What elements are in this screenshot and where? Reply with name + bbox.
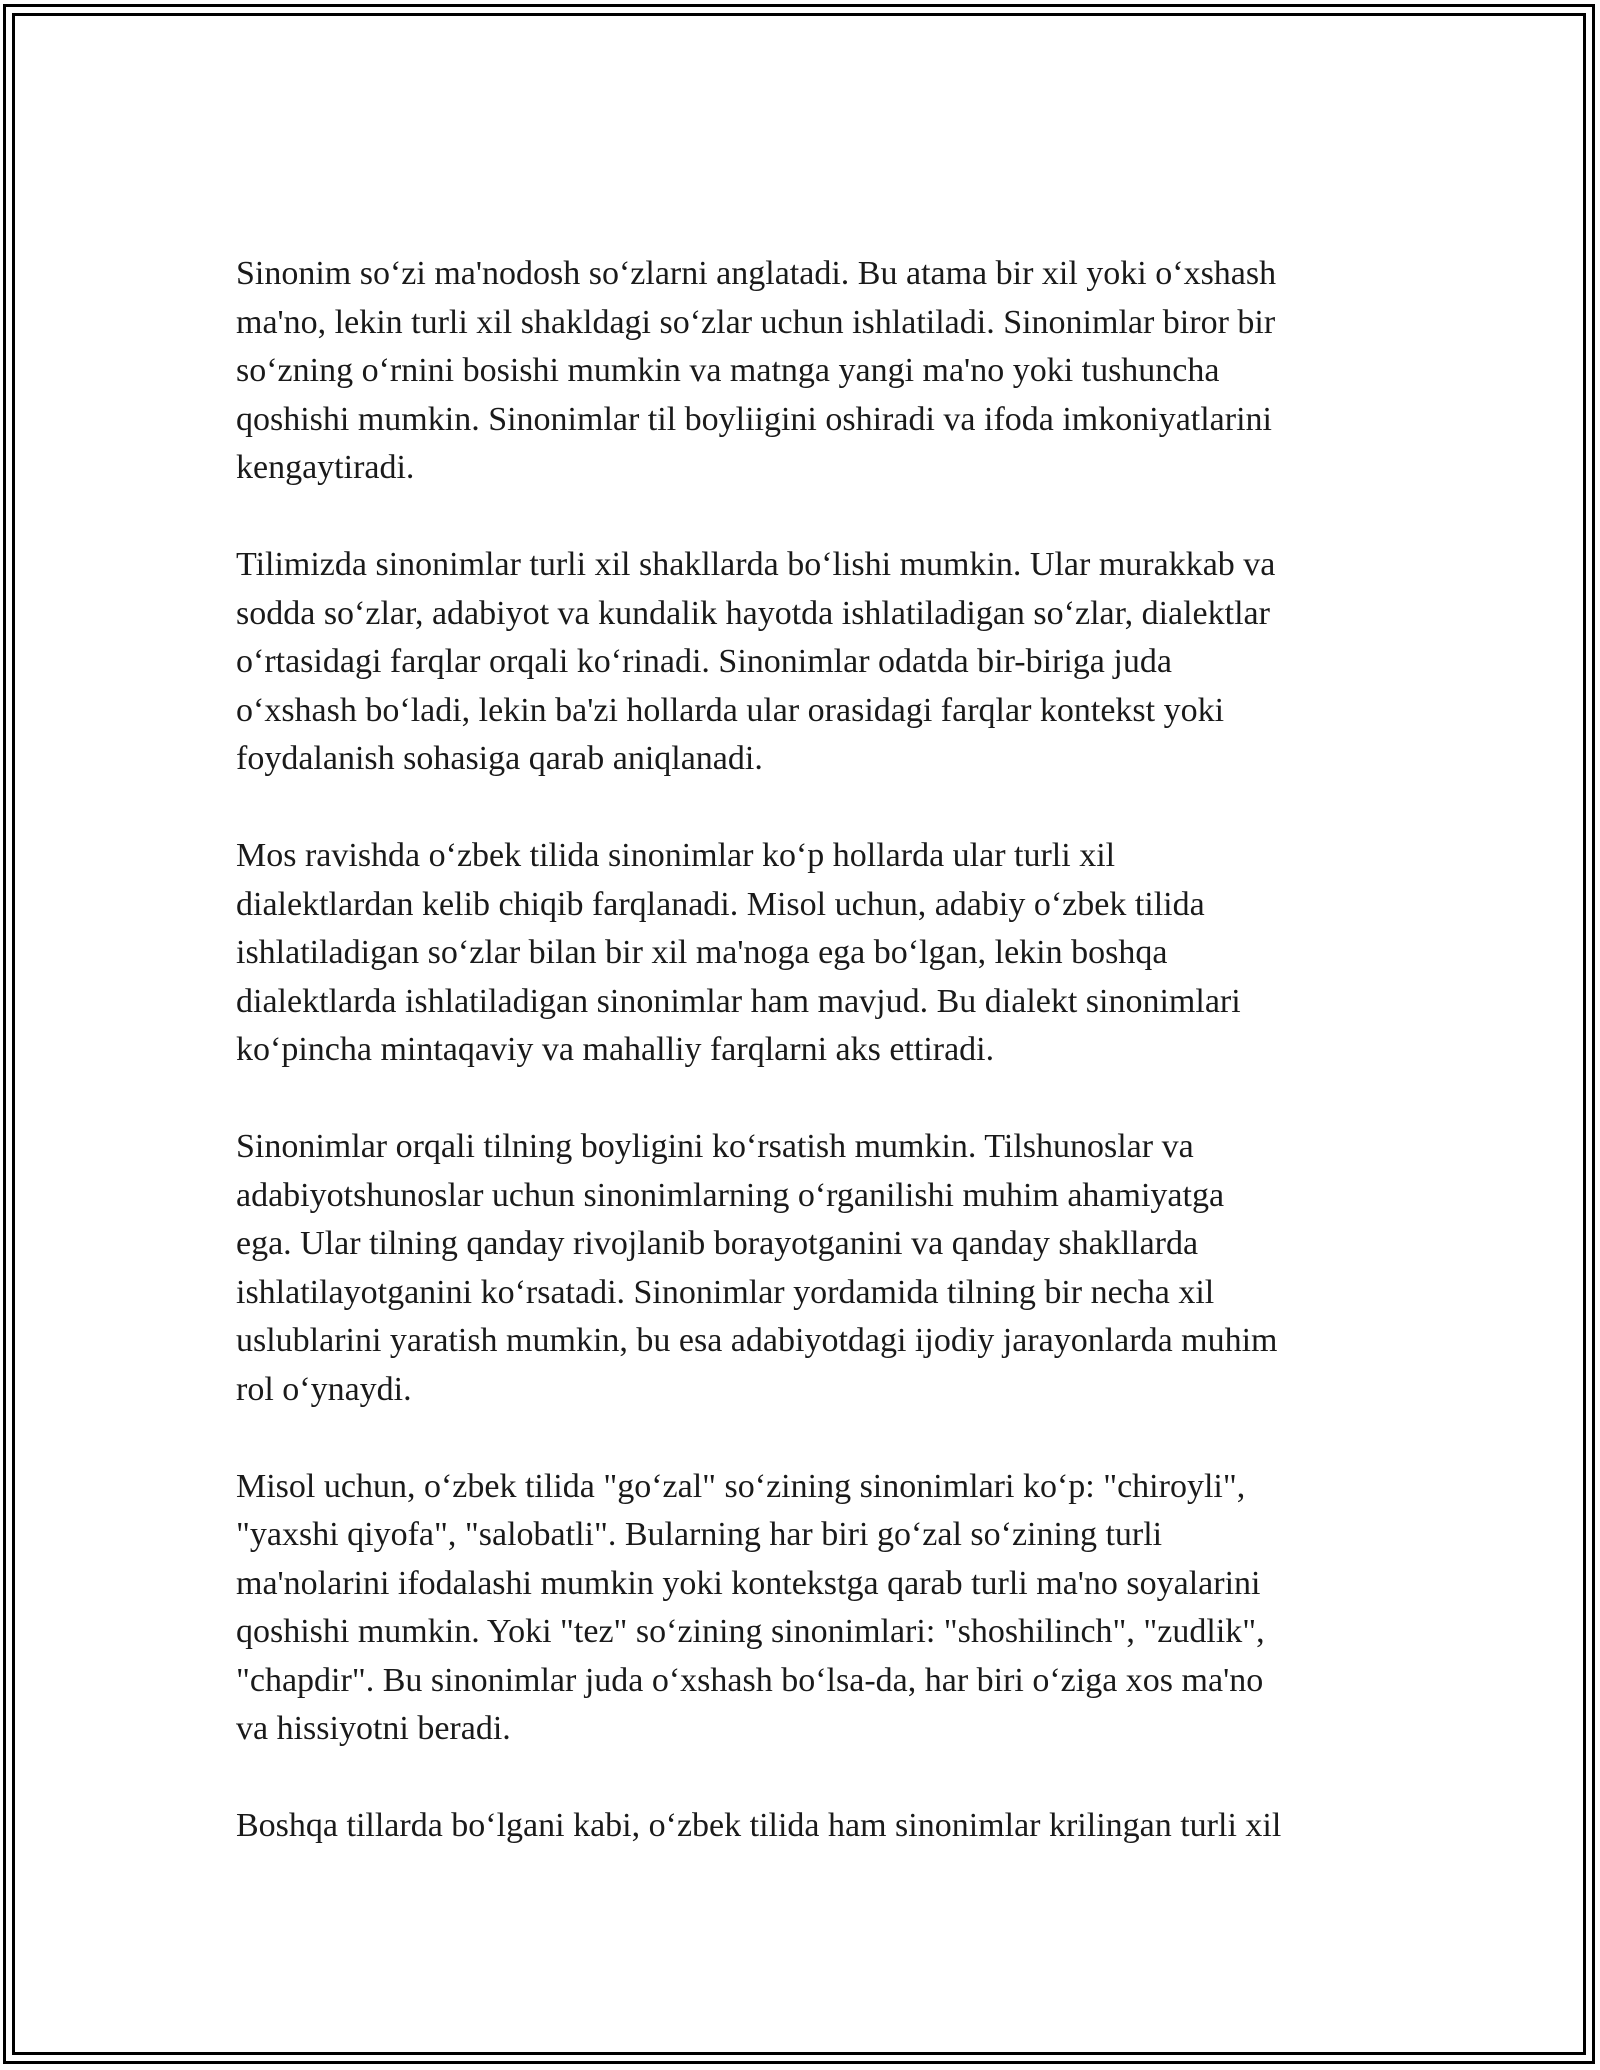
paragraph-5: Misol uchun, o‘zbek tilida "go‘zal" so‘zining sinonimlari ko‘p: "chiroyli", "yaxshi qiyofa", "salobatli". Bularning har biri go‘zal so‘zining turli ma'nolarini ifodalashi mumkin yoki kontekstga qarab turli ma'no soyalarini qoshishi mumkin. Yoki "tez" so‘zining sinonimlari: "shoshilinch", "zudlik", "chapdir". Bu sinonimlar juda o‘xshash bo‘lsa-da, har biri o‘ziga xos ma'no va hissiyotni beradi. [236,1467,1265,1747]
paragraph-1: Sinonim so‘zi ma'nodosh so‘zlarni anglatadi. Bu atama bir xil yoki o‘xshash ma'no, lekin turli xil shakldagi so‘zlar uchun ishlatiladi. Sinonimlar biror bir so‘zning o‘rnini bosishi mumkin va matnga yangi ma'no yoki tushuncha qoshishi mumkin. Sinonimlar til boyliigini oshiradi va ifoda imkoniyatlarini kengaytiradi. [236,255,1277,486]
paragraph-2: Tilimizda sinonimlar turli xil shakllarda bo‘lishi mumkin. Ular murakkab va sodda so‘zlar, adabiyot va kundalik hayotda ishlatiladigan so‘zlar, dialektlar o‘rtasidagi farqlar orqali ko‘rinadi. Sinonimlar odatda bir-biriga juda o‘xshash bo‘ladi, lekin ba'zi hollarda ular orasidagi farqlar kontekst yoki foydalanish sohasiga qarab aniqlanadi. [236,546,1276,777]
paragraph-4: Sinonimlar orqali tilning boyligini ko‘rsatish mumkin. Tilshunoslar va adabiyotshunoslar uchun sinonimlarning o‘rganilishi muhim ahamiyatga ega. Ular tilning qanday rivojlanib borayotganini va qanday shakllarda ishlatilayotganini ko‘rsatadi. Sinonimlar yordamida tilning bir necha xil uslublarini yaratish mumkin, bu esa adabiyotdagi ijodiy jarayonlarda muhim rol o‘ynaydi. [236,1128,1278,1408]
document-body [236,250,1376,1899]
paragraph-6: Boshqa tillarda bo‘lgani kabi, o‘zbek tilida ham sinonimlar krilingan turli xil [236,1807,1282,1844]
paragraph-3: Mos ravishda o‘zbek tilida sinonimlar ko‘p hollarda ular turli xil dialektlardan kelib chiqib farqlanadi. Misol uchun, adabiy o‘zbek tilida ishlatiladigan so‘zlar bilan bir xil ma'noga ega bo‘lgan, lekin boshqa dialektlarda ishlatiladigan sinonimlar ham mavjud. Bu dialekt sinonimlari ko‘pincha mintaqaviy va mahalliy farqlarni aks ettiradi. [236,837,1241,1068]
